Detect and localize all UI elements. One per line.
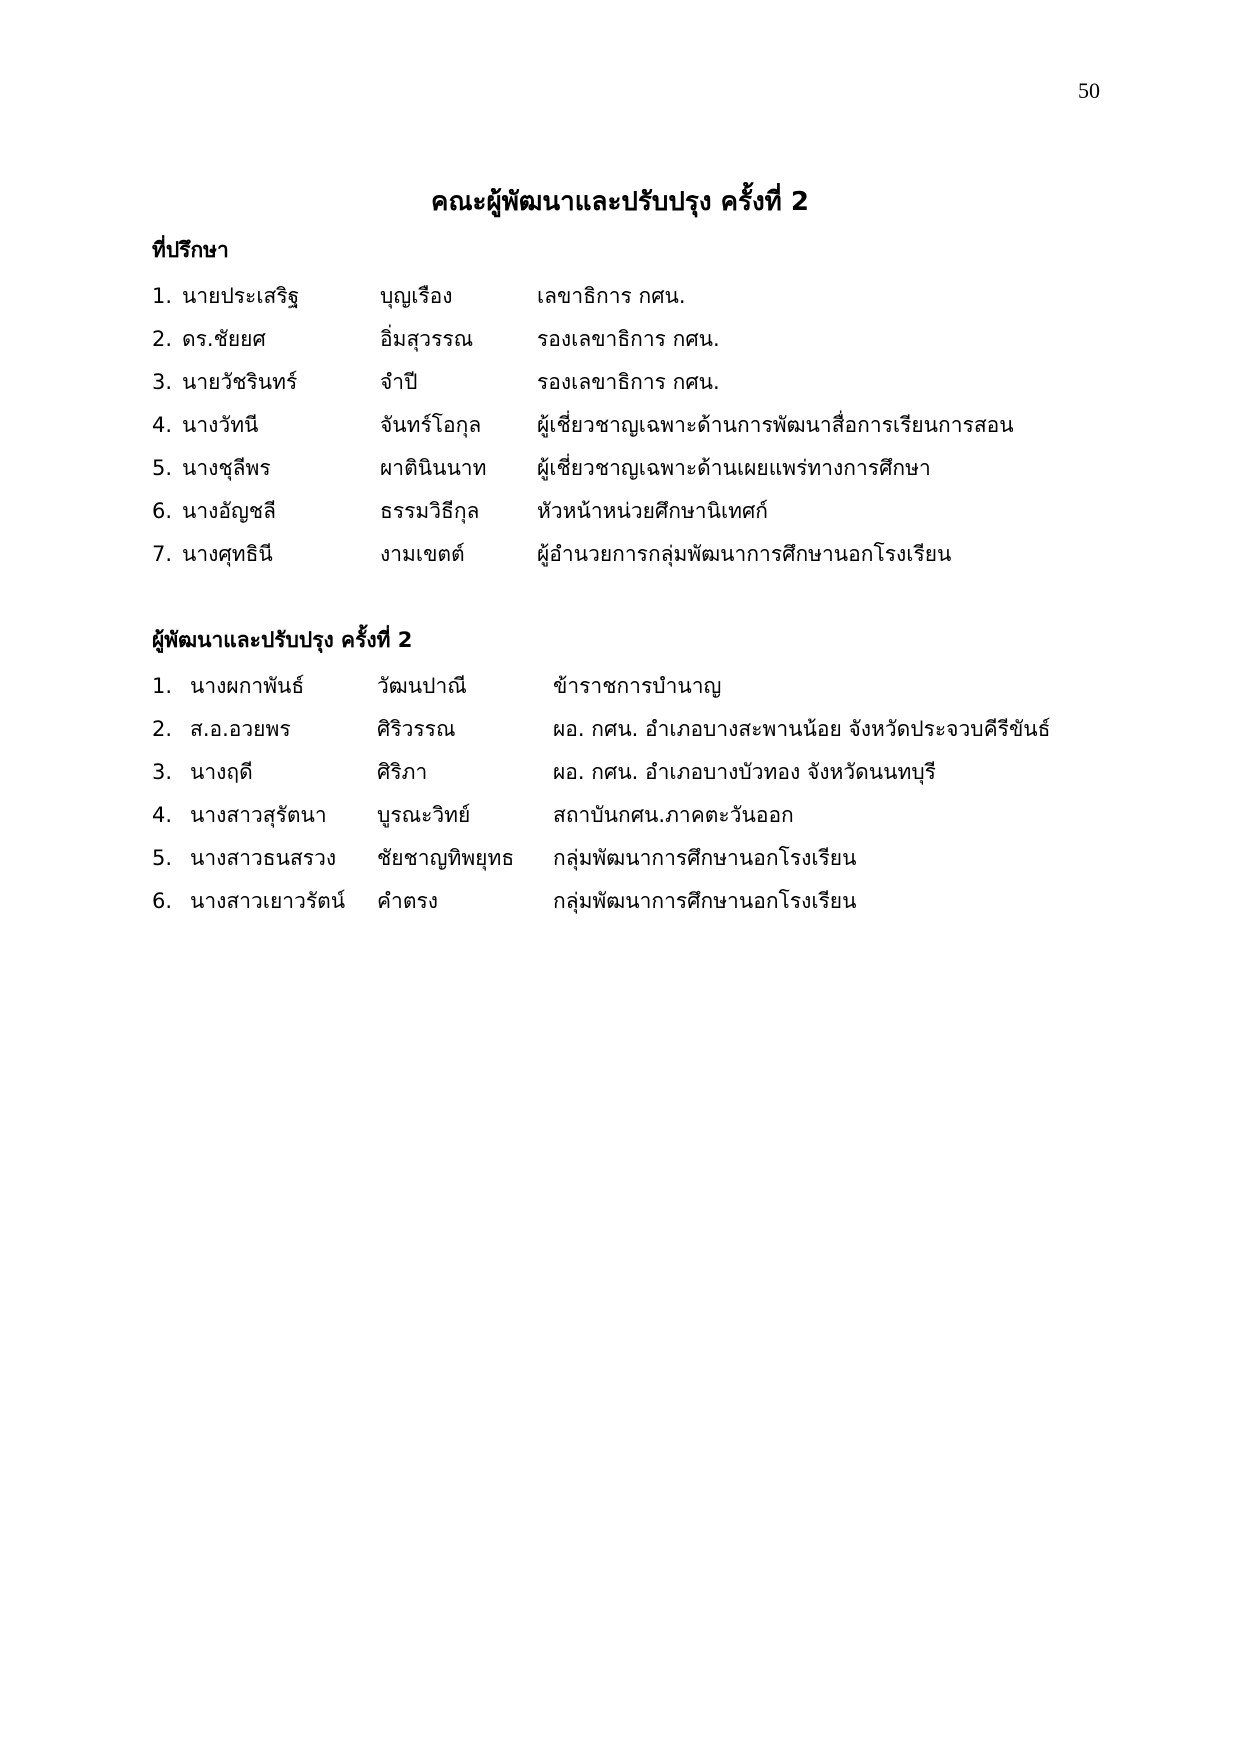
item-role: รองเลขาธิการ กศน.: [537, 327, 720, 351]
item-first-name: ดร.ชัยยศ: [182, 327, 266, 351]
page-title: คณะผู้พัฒนาและปรับปรุง ครั้งที่ 2: [431, 187, 809, 217]
item-number: 3.: [152, 760, 173, 784]
item-last-name: ศิริวรรณ: [377, 717, 456, 741]
item-last-name: บูรณะวิทย์: [377, 803, 471, 827]
list-item: [0, 795, 1240, 835]
page-number: 50: [1078, 78, 1100, 103]
item-last-name: ผาตินินนาท: [380, 456, 487, 480]
list-item: [0, 881, 1240, 921]
item-number: 3.: [152, 370, 173, 394]
item-last-name: คำตรง: [377, 889, 439, 913]
item-first-name: นางศุทธินี: [182, 542, 273, 566]
item-number: 2.: [152, 717, 173, 741]
item-last-name: ชัยชาญทิพยุทธ: [377, 846, 515, 870]
item-number: 4.: [152, 803, 173, 827]
list-item: [0, 276, 1240, 316]
item-first-name: นางวัทนี: [182, 413, 259, 437]
list-item: [0, 319, 1240, 359]
item-number: 2.: [152, 327, 173, 351]
item-first-name: นายวัชรินทร์: [182, 370, 298, 394]
item-first-name: นางชุลีพร: [182, 456, 271, 480]
list-item: [0, 838, 1240, 878]
item-first-name: นางฤดี: [190, 760, 253, 784]
item-role: กลุ่มพัฒนาการศึกษานอกโรงเรียน: [553, 889, 857, 913]
item-role: ผอ. กศน. อำเภอบางบัวทอง จังหวัดนนทบุรี: [553, 760, 936, 784]
list-item: [0, 534, 1240, 574]
item-role: ผู้เชี่ยวชาญเฉพาะด้านการพัฒนาสื่อการเรียนการสอน: [537, 413, 1014, 437]
item-role: ผอ. กศน. อำเภอบางสะพานน้อย จังหวัดประจวบคีรีขันธ์: [553, 717, 1051, 741]
list-item: [0, 491, 1240, 531]
list-item: [0, 752, 1240, 792]
item-role: ข้าราชการบำนาญ: [553, 674, 722, 698]
developers-heading: ผู้พัฒนาและปรับปรุง ครั้งที่ 2: [152, 628, 413, 652]
item-last-name: วัฒนปาณี: [377, 674, 467, 698]
item-last-name: ศิริภา: [377, 760, 428, 784]
item-role: สถาบันกศน.ภาคตะวันออก: [553, 803, 794, 827]
item-last-name: อิ่มสุวรรณ: [380, 327, 474, 351]
advisors-heading: ที่ปรึกษา: [152, 238, 229, 262]
item-number: 1.: [152, 674, 173, 698]
item-first-name: นางอัญชลี: [182, 499, 277, 523]
item-number: 5.: [152, 846, 173, 870]
item-role: หัวหน้าหน่วยศึกษานิเทศก์: [537, 499, 769, 523]
item-first-name: นายประเสริฐ: [182, 284, 300, 308]
item-role: ผู้อำนวยการกลุ่มพัฒนาการศึกษานอกโรงเรียน: [537, 542, 952, 566]
item-first-name: นางสาวเยาวรัตน์: [190, 889, 346, 913]
item-last-name: ธรรมวิธีกุล: [380, 499, 480, 523]
item-number: 5.: [152, 456, 173, 480]
item-last-name: จำปี: [380, 370, 418, 394]
list-item: [0, 362, 1240, 402]
list-item: [0, 448, 1240, 488]
item-role: เลขาธิการ กศน.: [537, 284, 686, 308]
item-last-name: บุญเรือง: [380, 284, 453, 308]
item-first-name: นางสาวสุรัตนา: [190, 803, 327, 827]
item-last-name: จันทร์โอกุล: [380, 413, 482, 437]
list-item: [0, 405, 1240, 445]
item-first-name: ส.อ.อวยพร: [190, 717, 291, 741]
item-role: ผู้เชี่ยวชาญเฉพาะด้านเผยแพร่ทางการศึกษา: [537, 456, 931, 480]
item-role: กลุ่มพัฒนาการศึกษานอกโรงเรียน: [553, 846, 857, 870]
item-role: รองเลขาธิการ กศน.: [537, 370, 720, 394]
item-last-name: งามเขตต์: [380, 542, 465, 566]
item-number: 7.: [152, 542, 173, 566]
list-item: [0, 666, 1240, 706]
item-number: 6.: [152, 889, 173, 913]
item-first-name: นางสาวธนสรวง: [190, 846, 337, 870]
item-number: 1.: [152, 284, 173, 308]
item-number: 4.: [152, 413, 173, 437]
list-item: [0, 709, 1240, 749]
item-number: 6.: [152, 499, 173, 523]
item-first-name: นางผกาพันธ์: [190, 674, 305, 698]
